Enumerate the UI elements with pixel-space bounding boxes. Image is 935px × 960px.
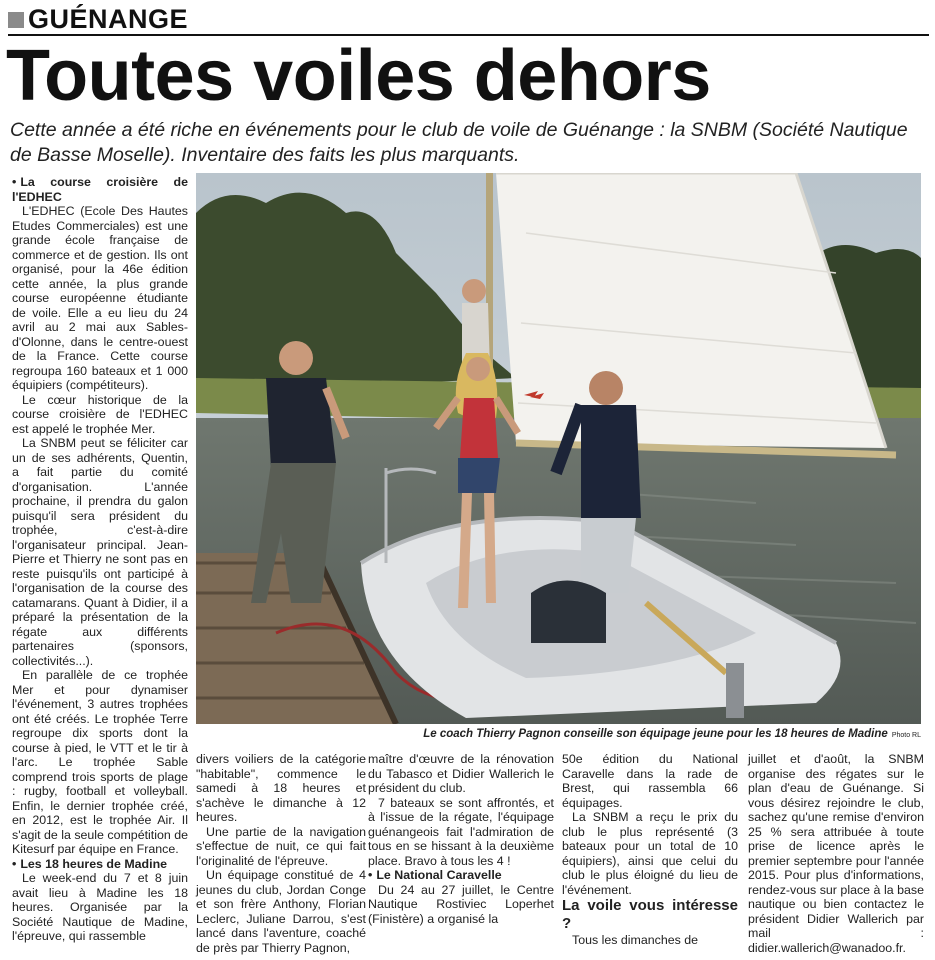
article-column-3 xyxy=(368,752,554,926)
paragraph: Le week-end du 7 et 8 juin avait lieu à Madine les 18 heures. Organisée par la Société Nautique de Madine, l'épreuve, qui rassemble xyxy=(12,871,188,943)
photo-credit: Photo RL xyxy=(891,732,921,739)
headline: Toutes voiles dehors xyxy=(6,36,711,116)
paragraph: Du 24 au 27 juillet, le Centre Nautique Rostiviec Loperhet (Finistère) a organisé la xyxy=(368,882,554,926)
paragraph: Une partie de la navigation s'effectue de nuit, ce qui fait l'originalité de l'épreuve. xyxy=(196,824,366,868)
box-title: La voile vous intéresse ? xyxy=(562,897,738,932)
paragraph: En parallèle de ce trophée Mer et pour dynamiser l'événement, 3 autres trophées ont été créés. Le trophée Terre regroupe dix sports dont la course à pied, le VTT et le tir à l'arc. Le trophée Sable comprend trois sports de plage : rugby, football et volleyball. Enfin, le dernier trophée créé, en 2012, est le trophée Air. Il s'agit de la seule compétition de Kitesurf par équipe en France. xyxy=(12,668,188,856)
standfirst: Cette année a été riche en événements pour le club de voile de Guénange : la SNBM (Société Nautique de Basse Moselle). Inventaire des faits les plus marquants. xyxy=(10,119,908,166)
paragraph: divers voiliers de la catégorie "habitable", commence le samedi à 18 heures et s'achève le dimanche à 12 heures. xyxy=(196,752,366,824)
sailing-photo xyxy=(196,173,921,724)
paragraph: La SNBM peut se féliciter car un de ses adhérents, Quentin, a fait partie du comité d'organisation. L'année prochaine, il prendra du galon puisqu'il sera président du trophée, c'est-à-dire l'organisateur principal. Jean-Pierre et Thierry ne sont pas en reste puisqu'ils ont participé à l'organisation de la course des catamarans. Quant à Didier, il a préparé la présentation de la régate aux différents partenaires (sponsors, collectivités...). xyxy=(12,436,188,668)
paragraph: 7 bateaux se sont affrontés, et à l'issue de la régate, l'équipage guénangeois fait l'admiration de tous en se hissant à la deuxième place. Bravo à tous les 4 ! xyxy=(368,795,554,868)
paragraph: Tous les dimanches de xyxy=(572,933,699,947)
subheading-madine: • Les 18 heures de Madine xyxy=(12,856,168,871)
paragraph: Un équipage constitué de 4 jeunes du club, Jordan Conge et son frère Anthony, Florian Leclerc, Juliane Darrou, s'est lancé dans l'aventure, coaché de près par Thierry Pagnon, xyxy=(196,868,366,955)
paragraph: L'EDHEC (Ecole Des Hautes Etudes Commerciales) est une grande école française de commerce et de gestion. Ils ont organisé, pour la 46e édition cette année, la plus grande course européenne étudiante de voile. Elle a eu lieu du 24 avril au 2 mai aux Sables-d'Olonne, dans le centre-ouest de la France. Cette course regroupa 160 bateaux et 1 000 équipiers (compétiteurs). xyxy=(12,204,188,392)
article-column-5 xyxy=(748,752,924,955)
section-marker xyxy=(8,12,24,28)
subheading-edhec: • La course croisière de l'EDHEC xyxy=(12,175,188,204)
subheading-caravelle: • Le National Caravelle xyxy=(368,868,502,882)
article-column-4 xyxy=(562,752,738,948)
paragraph: juillet et d'août, la SNBM organise des régates sur le plan d'eau de Guénange. Si vous désirez rejoindre le club, sachez qu'une remise d'environ 25 % sera attribuée à toute prise de licence après le premier septembre pour l'année 2015. Pour plus d'informations, rendez-vous sur place à la base nautique ou bien contactez le président Didier Wallerich par mail : didier.wallerich@wanadoo.fr. xyxy=(748,752,924,955)
paragraph: maître d'œuvre de la rénovation du Tabasco et Didier Wallerich le président du club. xyxy=(368,752,554,795)
paragraph: Le cœur historique de la course croisière de l'EDHEC est appelé le trophée Mer. xyxy=(12,392,188,436)
paragraph: 50e édition du National Caravelle dans la rade de Brest, qui rassembla 66 équipages. xyxy=(562,752,738,810)
article-column-1 xyxy=(12,175,188,944)
section-kicker: GUÉNANGE xyxy=(28,4,189,34)
photo-caption: Le coach Thierry Pagnon conseille son équipage jeune pour les 18 heures de Madine Photo RL xyxy=(423,728,921,740)
article-column-2 xyxy=(196,752,366,955)
paragraph: La SNBM a reçu le prix du club le plus représenté (3 bateaux pour un total de 10 équipiers), ainsi que celui du club le plus éloigné du lieu de l'événement. xyxy=(562,810,738,897)
